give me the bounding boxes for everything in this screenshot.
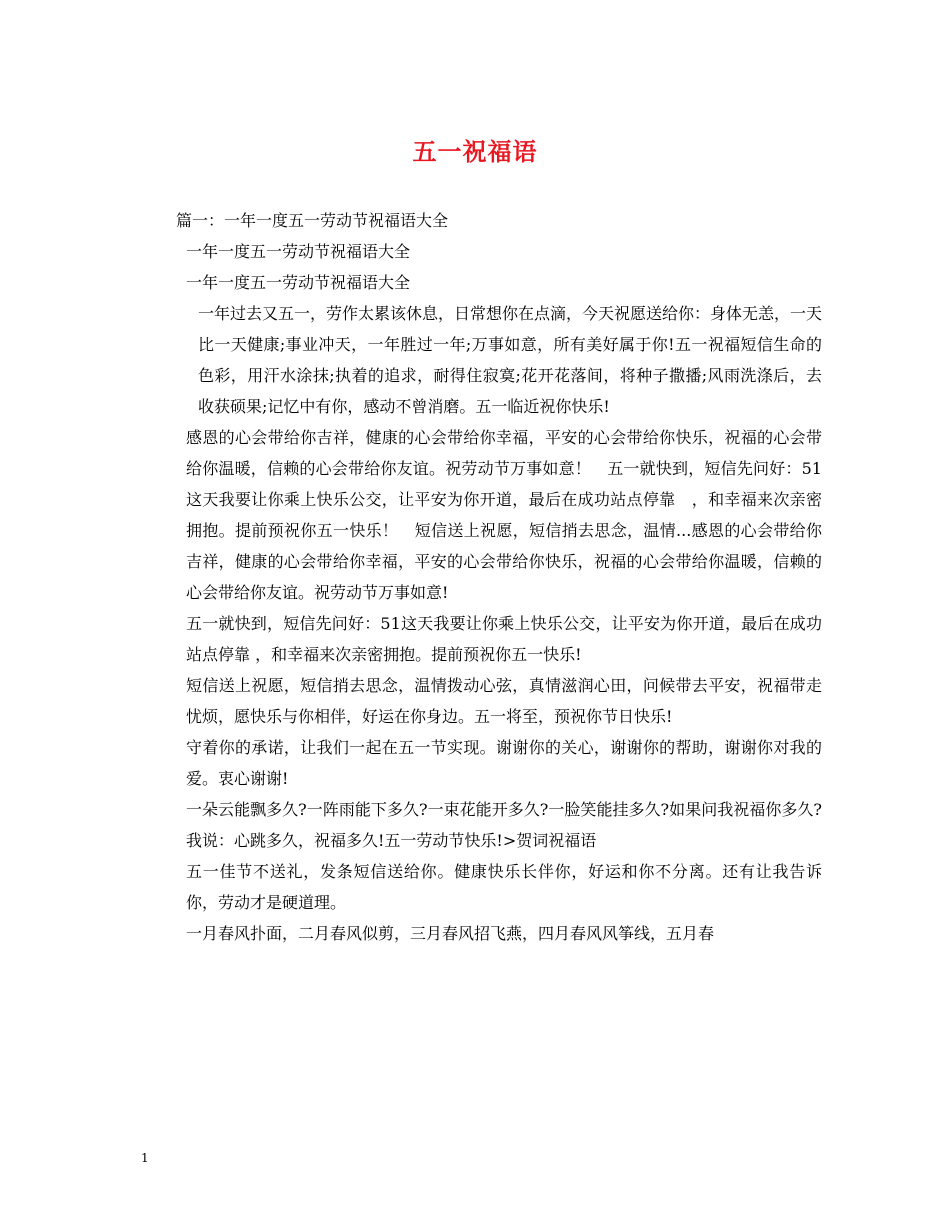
paragraph: 一年过去又五一，劳作太累该休息，日常想你在点滴，今天祝愿送给你：身体无恙，一天比一天健康;事业冲天，一年胜过一年;万事如意，所有美好属于你!五一祝福短信生命的色彩，用汗水涂抹;执着的追求，耐得住寂寞;花开花落间，将种子撒播;风雨洗涤后，去收获硕果;记忆中有你，感动不曾消磨。五一临近祝你快乐! xyxy=(198,304,823,416)
section-heading: 篇一：一年一度五一劳动节祝福语大全 xyxy=(176,211,449,230)
paragraph: 守着你的承诺，让我们一起在五一节实现。谢谢你的关心，谢谢你的帮助，谢谢你对我的爱。衷心谢谢! xyxy=(186,738,822,788)
document-title: 五一祝福语 xyxy=(412,137,538,166)
paragraph: 五一佳节不送礼，发条短信送给你。健康快乐长伴你，好运和你不分离。还有让我告诉你，劳动才是硬道理。 xyxy=(186,862,822,912)
paragraph: 短信送上祝愿，短信捎去思念，温情拨动心弦，真情滋润心田，问候带去平安，祝福带走忧烦，愿快乐与你相伴，好运在你身边。五一将至，预祝你节日快乐! xyxy=(186,676,822,726)
paragraph: 五一就快到，短信先问好：51这天我要让你乘上快乐公交，让平安为你开道，最后在成功站点停靠 ，和幸福来次亲密拥抱。提前预祝你五一快乐! xyxy=(186,614,822,664)
subtitle-line: 一年一度五一劳动节祝福语大全 xyxy=(186,273,411,292)
subtitle-line: 一年一度五一劳动节祝福语大全 xyxy=(186,242,411,261)
paragraph: 一月春风扑面，二月春风似剪，三月春风招飞燕，四月春风风筝线，五月春 xyxy=(186,924,715,943)
paragraph: 一朵云能飘多久?一阵雨能下多久?一束花能开多久?一脸笑能挂多久?如果问我祝福你多久?我说：心跳多久，祝福多久!五一劳动节快乐!>贺词祝福语 xyxy=(186,800,822,850)
paragraph: 感恩的心会带给你吉祥，健康的心会带给你幸福，平安的心会带给你快乐，祝福的心会带给你温暖，信赖的心会带给你友谊。祝劳动节万事如意！ 五一就快到，短信先问好：51这天我要让你乘上快乐公交，让平安为你开道，最后在成功站点停靠 ，和幸福来次亲密拥抱。提前预祝你五一快乐！ 短信送上祝愿，短信捎去思念，温情...感恩的心会带给你吉祥，健康的心会带给你幸福，平安的心会带给你快乐，祝福的心会带给你温暖，信赖的心会带给你友谊。祝劳动节万事如意! xyxy=(186,428,822,602)
document-body xyxy=(140,205,822,949)
page-number: 1 xyxy=(141,1151,149,1165)
